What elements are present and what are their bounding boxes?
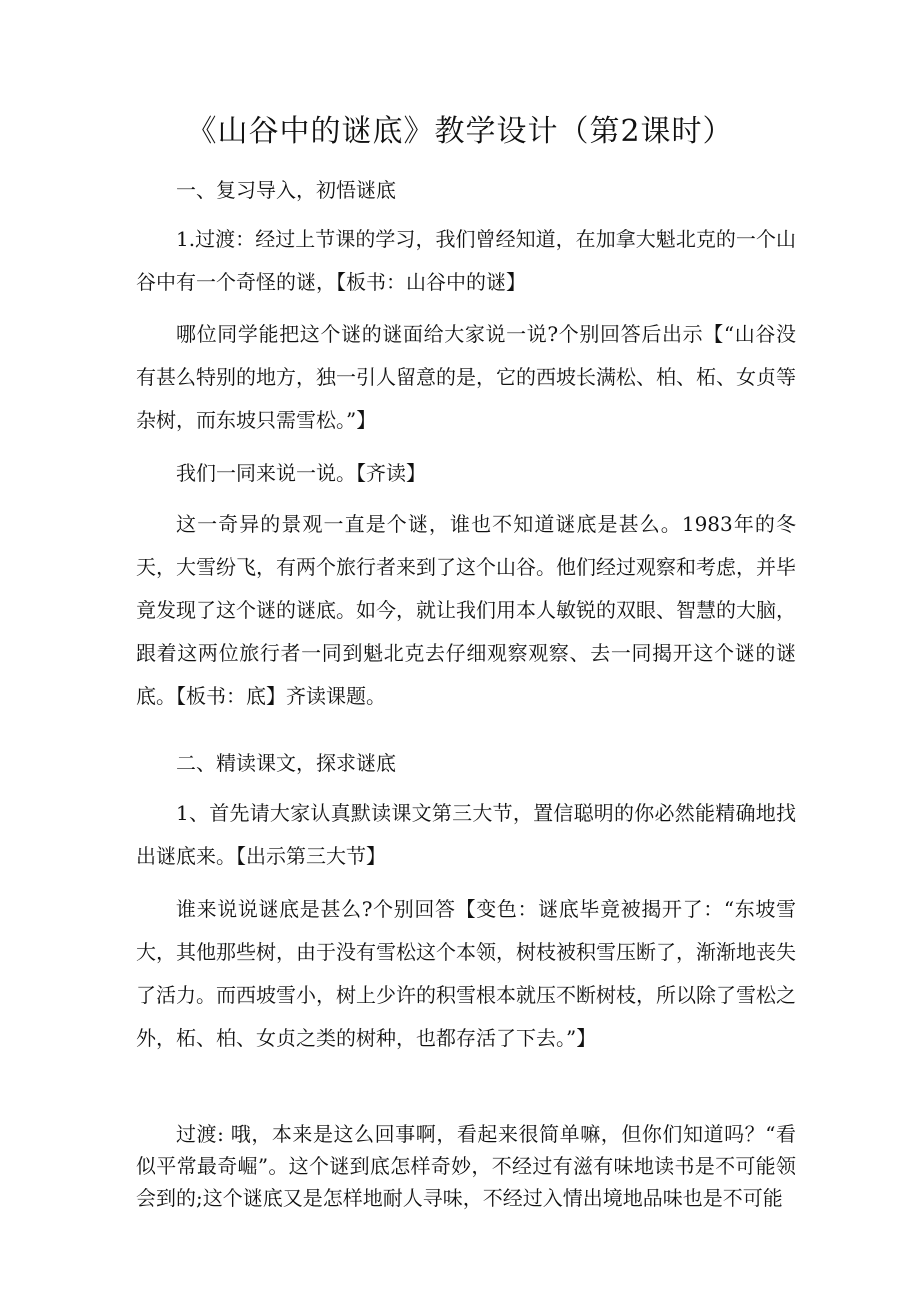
section-heading-2: 二、精读课文，探求谜底 — [176, 751, 396, 775]
paragraph-landscape-riddle: 这一奇异的景观一直是个谜，谁也不知道谜底是甚么。1983年的冬天，大雪纷飞，有两个旅行者来到了这个山谷。他们经过观察和考虑，并毕竟发现了这个谜的谜底。如今，就让我们用本人敏锐的双眼、智慧的大脑，跟着这两位旅行者一同到魁北克去仔细观察观察、去一同揭开这个谜的谜底。【板书：底】齐读课题。 — [136, 512, 796, 708]
paragraph-transition-2: 过渡: 哦，本来是这么回事啊，看起来很简单嘛，但你们知道吗？“看似平常最奇崛”。这个谜到底怎样奇妙，不经过有滋有味地读书是不可能领会到的;这个谜底又是怎样地耐人寻味，不经过入情出境地品味也是不可能 — [136, 1122, 796, 1210]
document-title: 《山谷中的谜底》教学设计（第2课时） — [186, 114, 734, 149]
section-heading-1: 一、复习导入，初悟谜底 — [176, 178, 396, 202]
paragraph-silent-reading: 1、首先请大家认真默读课文第三大节，置信聪明的你必然能精确地找出谜底来。【出示第三大节】 — [136, 801, 796, 868]
paragraph-transition: 1.过渡：经过上节课的学习，我们曾经知道，在加拿大魁北克的一个山谷中有一个奇怪的谜，【板书：山谷中的谜】 — [136, 227, 796, 294]
paragraph-riddle-question: 哪位同学能把这个谜的谜面给大家说一说?个别回答后出示【“山谷没有甚么特别的地方，独一引人留意的是，它的西坡长满松、柏、柘、女贞等杂树，而东坡只需雪松。”】 — [136, 322, 796, 432]
paragraph-answer: 谁来说说谜底是甚么?个别回答【变色：谜底毕竟被揭开了：“东坡雪大，其他那些树，由于没有雪松这个本领，树枝被积雪压断了，渐渐地丧失了活力。而西坡雪小，树上少许的积雪根本就压不断树枝，所以除了雪松之外，柘、柏、女贞之类的树种，也都存活了下去。”】 — [136, 897, 796, 1050]
paragraph-read-together: 我们一同来说一说。【齐读】 — [176, 461, 426, 485]
